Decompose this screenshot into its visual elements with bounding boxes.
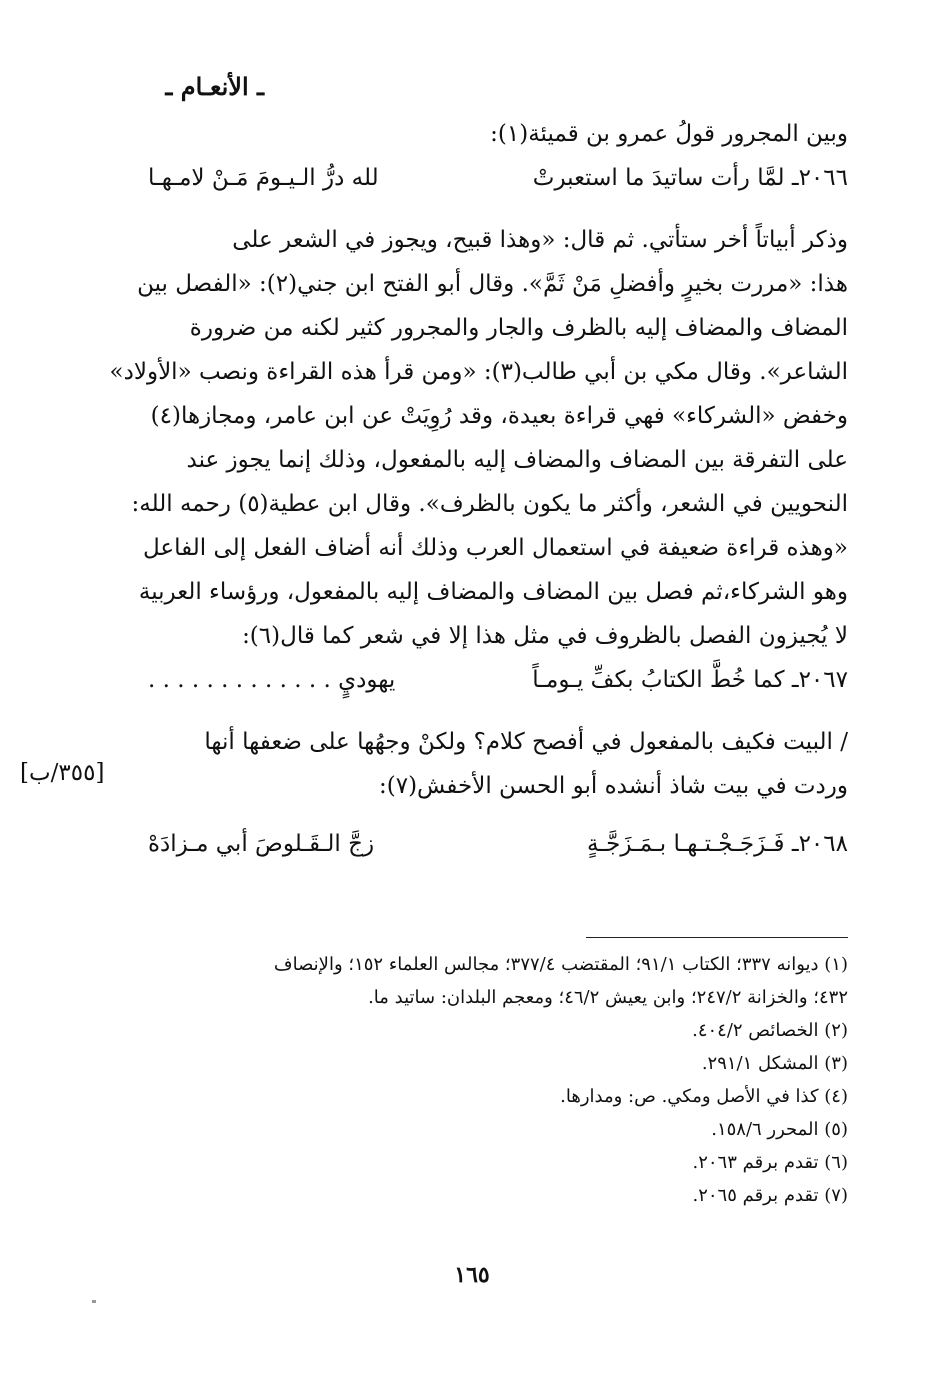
paragraph-line: لا يُجيزون الفصل بالظروف في مثل هذا إلا في شعر كما قال(٦):	[242, 623, 848, 649]
verse-2068	[148, 822, 848, 870]
paragraph-line: وخفض «الشركاء» فهي قراءة بعيدة، وقد رُوِيَتْ عن ابن عامر، ومجازها(٤)	[150, 403, 848, 429]
footnotes	[148, 948, 848, 1212]
footnote: (١) ديوانه ٣٣٧؛ الكتاب ٩١/١؛ المقتضب ٣٧٧/٤؛ مجالس العلماء ١٥٢؛ والإنصاف	[273, 954, 848, 975]
verse-2066-second: لله درُّ الـيـومَ مَـنْ لامـهـا	[148, 165, 379, 191]
paragraph-line: / البيت فكيف بالمفعول في أفصح كلام؟ ولكنْ وجهُها على ضعفها أنها	[204, 729, 848, 755]
scan-speck	[92, 1300, 96, 1303]
paragraph-line: النحويين في الشعر، وأكثر ما يكون بالظرف». وقال ابن عطية(٥) رحمه الله:	[131, 491, 848, 517]
verse-2067-second: يهوديٍ . . . . . . . . . . . . .	[148, 667, 396, 693]
paragraph-line: الشاعر». وقال مكي بن أبي طالب(٣): «ومن قرأ هذه القراءة ونصب «الأولاد»	[109, 359, 848, 385]
footnote-divider	[586, 937, 848, 938]
verse-2067-first: ٢٠٦٧ـ كما خُطَّ الكتابُ بكفِّ يـومـاً	[532, 667, 848, 693]
footnote: (٤) كذا في الأصل ومكي. ص: ومدارها.	[560, 1086, 848, 1107]
verse-2067	[148, 658, 848, 706]
paragraph-line: وهو الشركاء،ثم فصل بين المضاف والمضاف إليه بالمفعول، ورؤساء العربية	[138, 579, 848, 605]
manuscript-folio-reference: [٣٥٥/ب]	[20, 760, 105, 786]
running-header: ـ الأنعـام ـ	[165, 72, 264, 101]
verse-2066-first: ٢٠٦٦ـ لمَّا رأت ساتيدَ ما استعبرتْ	[532, 165, 848, 191]
paragraph-line: وذكر أبياتاً أخر ستأتي. ثم قال: «وهذا قبيح، ويجوز في الشعر على	[232, 227, 848, 253]
footnote-continuation: ٤٣٢؛ والخزانة ٢٤٧/٢؛ وابن يعيش ٤٦/٢؛ ومعجم البلدان: ساتيد ما.	[368, 987, 848, 1008]
footnote: (٦) تقدم برقم ٢٠٦٣.	[692, 1152, 848, 1173]
verse-number: ٢٠٦٦ـ	[791, 165, 848, 191]
verse-number: ٢٠٦٧ـ	[791, 667, 848, 693]
paragraph-line: وردت في بيت شاذ أنشده أبو الحسن الأخفش(٧):	[378, 773, 848, 799]
paragraph-line: على التفرقة بين المضاف والمضاف إليه بالمفعول، وذلك إنما يجوز عند	[186, 447, 848, 473]
footnote: (٧) تقدم برقم ٢٠٦٥.	[692, 1185, 848, 1206]
footnote: (٥) المحرر ١٥٨/٦.	[711, 1119, 848, 1140]
paragraph-line: المضاف والمضاف إليه بالظرف والجار والمجرور كثير لكنه من ضرورة	[189, 315, 848, 341]
verse-2066	[148, 156, 848, 204]
main-text	[109, 112, 848, 870]
intro-line: وبين المجرور قولُ عمرو بن قميئة(١):	[490, 121, 848, 147]
footnote: (٣) المشكل ٢٩١/١.	[701, 1053, 848, 1074]
verse-number: ٢٠٦٨ـ	[791, 831, 848, 857]
verse-2068-first: ٢٠٦٨ـ فَـزَجَـجْـتـهـا بـمَـزَجَّـةٍ	[587, 831, 848, 857]
verse-2068-second: زجَّ الـقَـلوصَ أبي مـزادَهْ	[148, 831, 375, 857]
page-number: ١٦٥	[454, 1262, 490, 1288]
footnote: (٢) الخصائص ٤٠٤/٢.	[692, 1020, 848, 1041]
paragraph-line: «وهذه قراءة ضعيفة في استعمال العرب وذلك أنه أضاف الفعل إلى الفاعل	[143, 535, 848, 561]
paragraph-line: هذا: «مررت بخيرٍ وأفضلِ مَنْ ثَمَّ». وقال أبو الفتح ابن جني(٢): «الفصل بين	[137, 271, 848, 297]
